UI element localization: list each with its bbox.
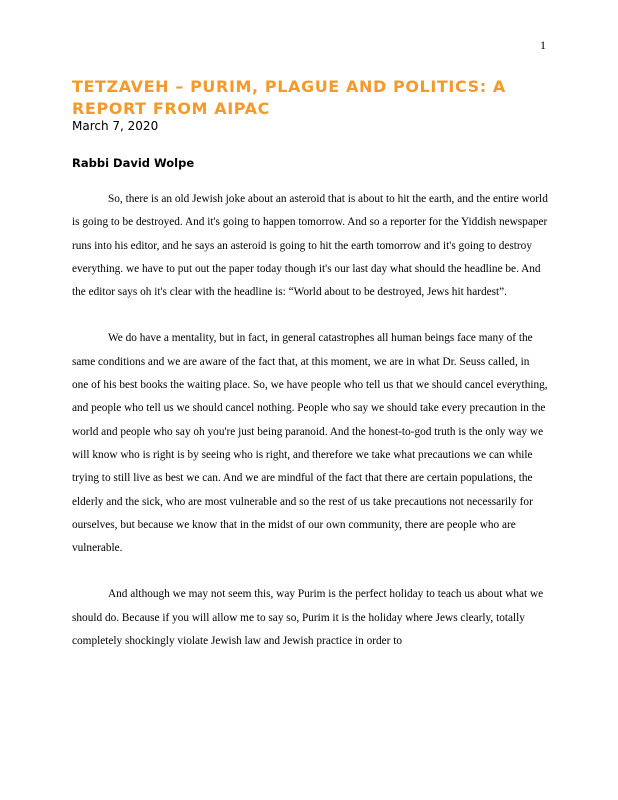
- body-paragraph: So, there is an old Jewish joke about an asteroid that is about to hit the earth, and the entire world is going to be destroyed. And it's going to happen tomorrow. And so a reporter for the Yiddish newspaper runs into his editor, and he says an asteroid is going to hit the earth tomorrow and it's going to destroy everything. we have to put out the paper today though it's our last day what should the headline be. And the editor says oh it's clear with the headline is: “World about to be destroyed, Jews hit hardest”.: [72, 193, 548, 299]
- body-paragraph: And although we may not seem this, way Purim is the perfect holiday to teach us about what we should do. Because if you will allow me to say so, Purim it is the holiday where Jews clearly, totally completely shockingly violate Jewish law and Jewish practice in order to: [72, 588, 544, 648]
- article-date: March 7, 2020: [72, 119, 159, 133]
- body-paragraph: We do have a mentality, but in fact, in general catastrophes all human beings face many of the same conditions and we are aware of the fact that, at this moment, we are in what Dr. Seuss called, in one of his best books the waiting place. So, we have people who tell us that we should cancel everything, and people who tell us we should cancel nothing. People who say we should take every precaution in the world and people who say oh you're just being paranoid. And the honest-to-god truth is the only way we will know who is right is by seeing who is right, and therefore we take what precautions we can while trying to still live as best we can. And we are mindful of the fact that there are certain populations, the elderly and the sick, who are most vulnerable and so the rest of us take precautions not necessarily for ourselves, but because we know that in the midst of our own community, there are people who are vulnerable.: [72, 332, 548, 555]
- article-title: TETZAVEH – PURIM, PLAGUE AND POLITICS: A REPORT FROM AIPAC: [72, 77, 506, 118]
- page-number: 1: [540, 38, 546, 52]
- article-author: Rabbi David Wolpe: [72, 156, 195, 170]
- article-body: [72, 188, 548, 676]
